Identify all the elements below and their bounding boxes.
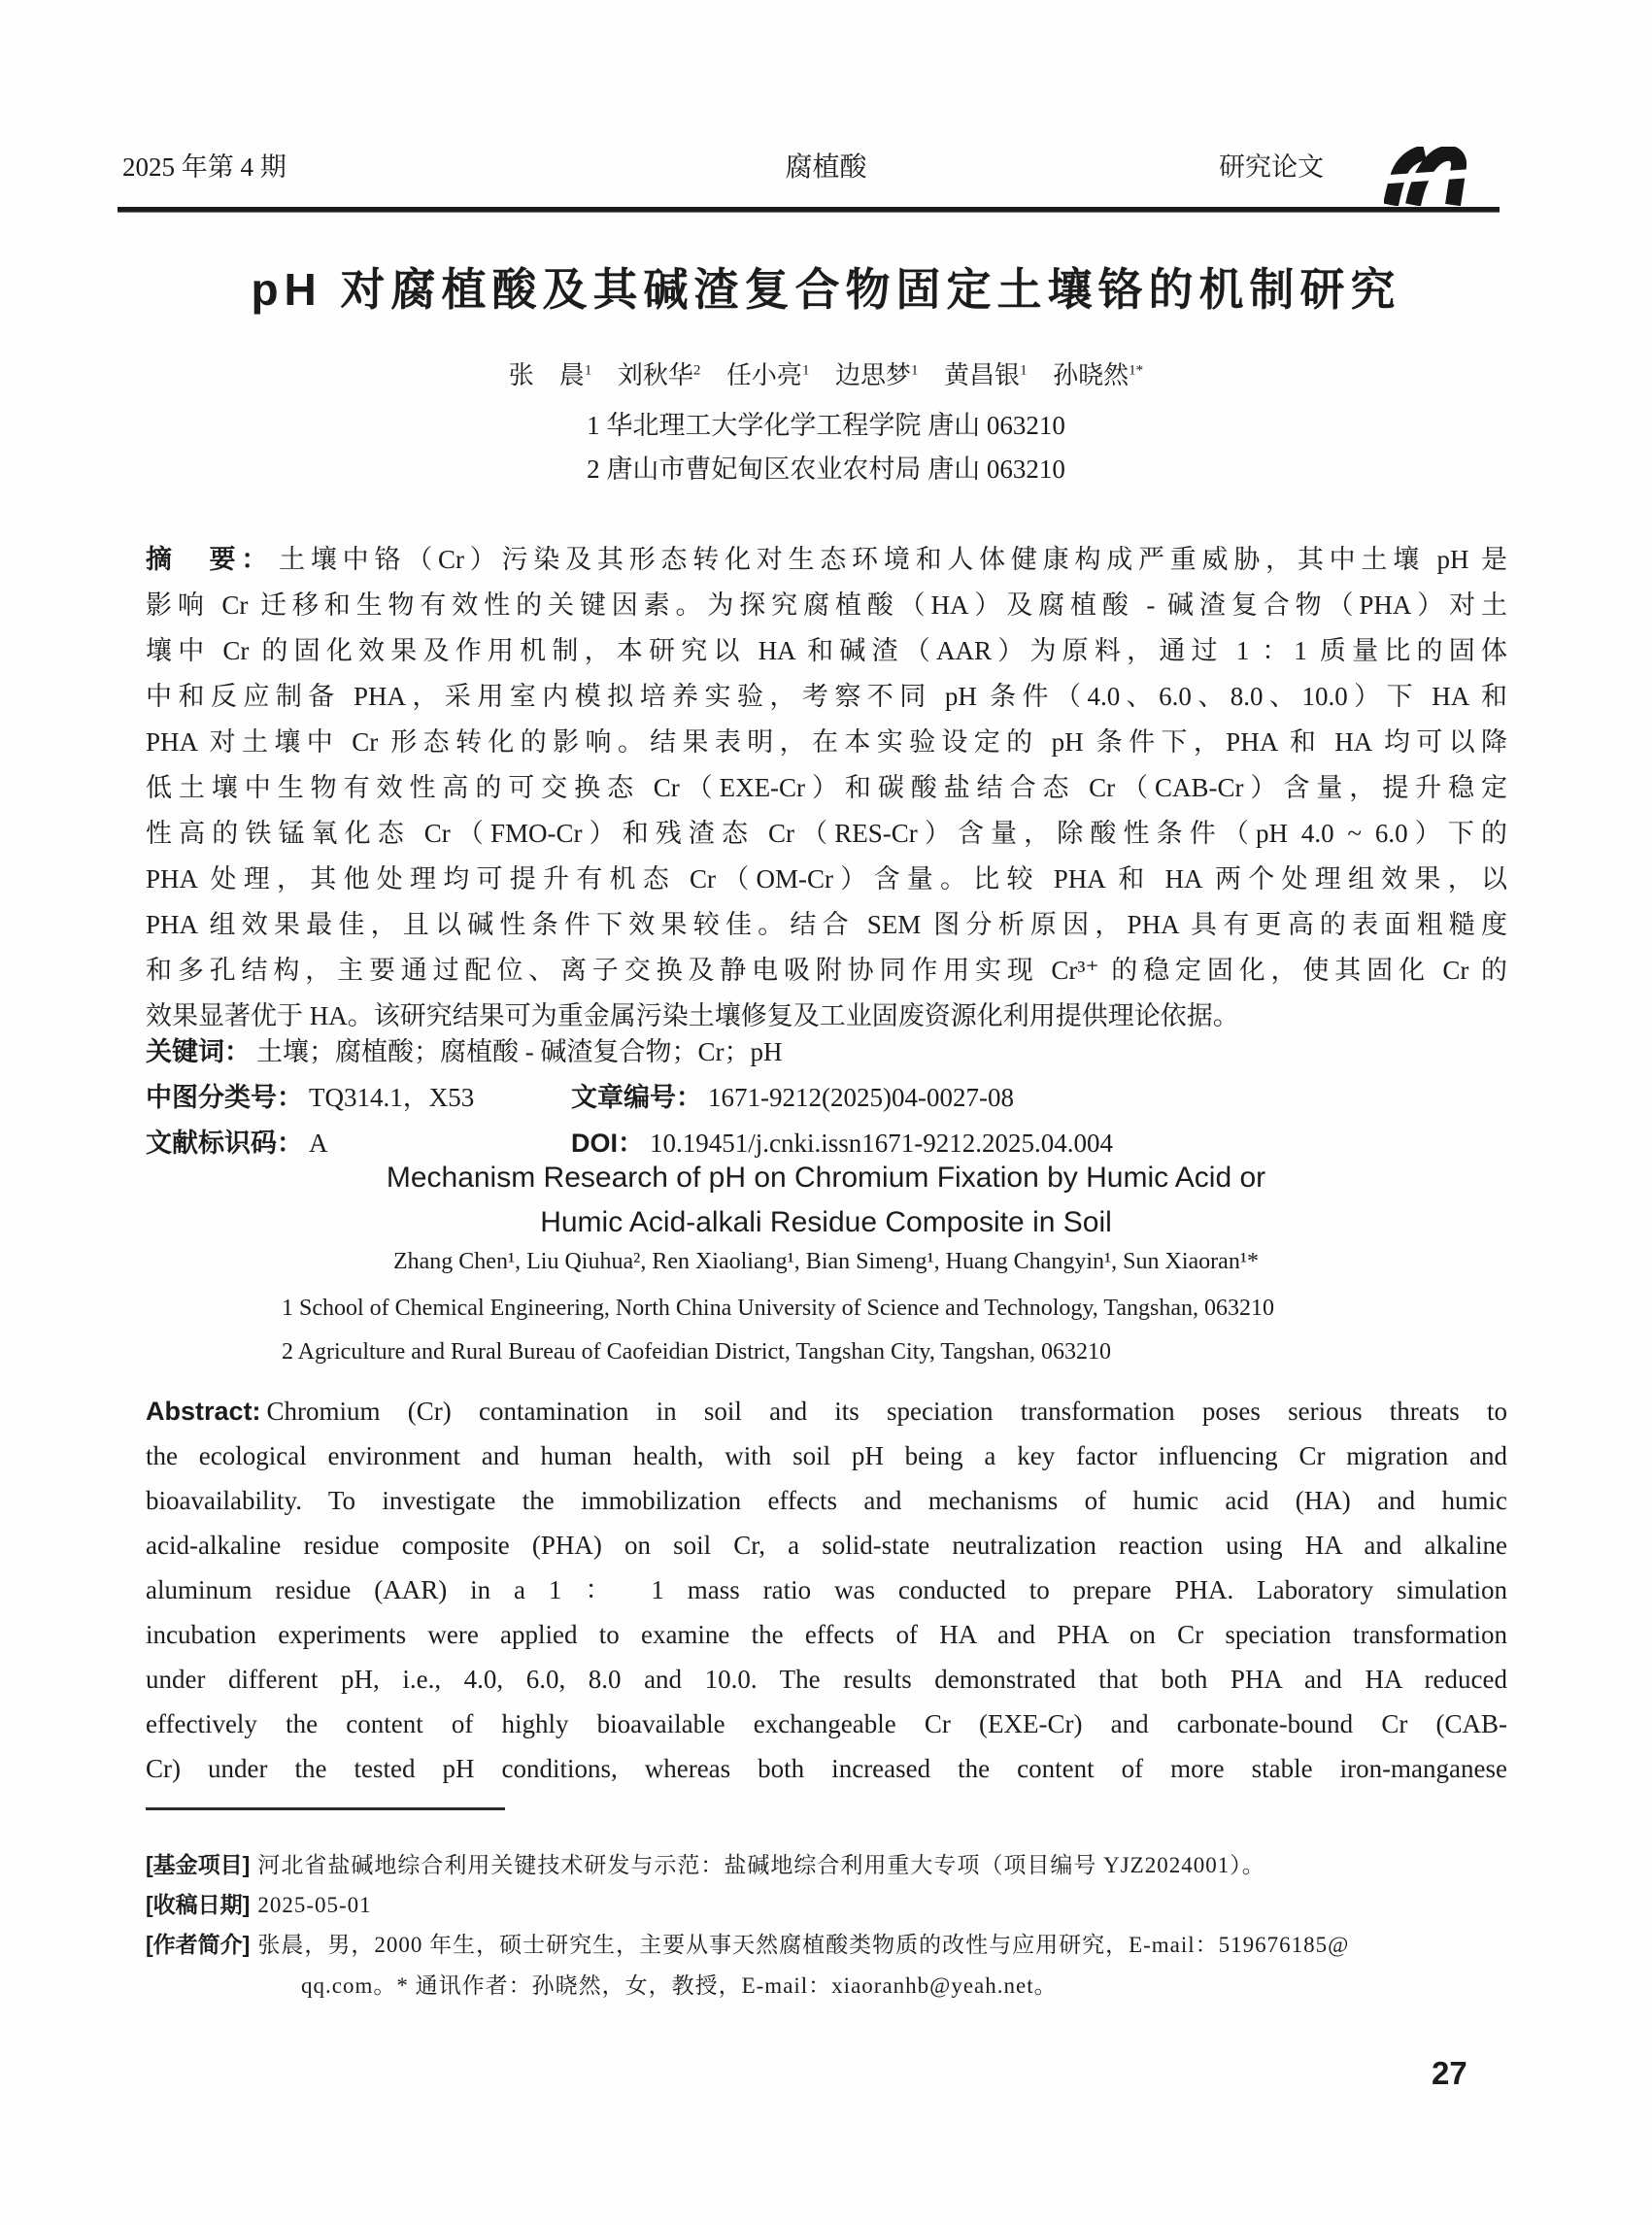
author-zh: 孙晓然$^{1*}$ (1053, 361, 1144, 389)
author-sup: 2 (692, 362, 701, 379)
abstract-zh-line: PHA 处理，其他处理均可提升有机态 Cr（OM-Cr）含量。比较 PHA 和 HA 两个处理组效果，以 (146, 864, 1507, 893)
abstract-zh-line: 效果显著优于 HA。该研究结果可为重金属污染土壤修复及工业固废资源化利用提供理论依据。 (146, 1001, 1239, 1030)
author-sup: 1 (911, 362, 919, 379)
abstract-zh-line: 低土壤中生物有效性高的可交换态 Cr（EXE-Cr）和碳酸盐结合态 Cr（CAB-Cr）含量，提升稳定 (146, 773, 1507, 802)
footnote-fund: [基金项目] 河北省盐碱地综合利用关键技术研发与示范：盐碱地综合利用重大专项（项目编号 YJZ2024001）。 (146, 1852, 1265, 1877)
footnote-separator (146, 1807, 505, 1810)
footnote-received-date: [收稿日期] 2025-05-01 (146, 1892, 372, 1917)
doc-code-label: 文献标识码： (146, 1129, 303, 1158)
clc-value: TQ314.1，X53 (309, 1083, 475, 1112)
footnote-author-bio-continued: qq.com。* 通讯作者：孙晓然，女，教授，E-mail：xiaoranhb@yeah.net。 (301, 1973, 1058, 1998)
keywords-line (146, 1029, 1507, 1075)
paper-title-en-line-2: Humic Acid-alkali Residue Composite in Soil (540, 1206, 1112, 1238)
abstract-zh-label: 摘 要： (146, 545, 274, 574)
page-number: 27 (1432, 2055, 1467, 2091)
abstract-en-line: the ecological environment and human health, with soil pH being a key factor influencing Cr migration and (146, 1441, 1507, 1470)
abstract-zh-line: 中和反应制备 PHA，采用室内模拟培养实验，考察不同 pH 条件（4.0、6.0、8.0、10.0）下 HA 和 (146, 682, 1507, 711)
footnote-author-bio: [作者简介] 张晨，男，2000 年生，硕士研究生，主要从事天然腐植酸类物质的改性与应用研究，E-mail：519676185@ (146, 1932, 1350, 1957)
author-zh: 黄昌银$^1$ (944, 361, 1028, 389)
abstract-en-line: under different pH, i.e., 4.0, 6.0, 8.0 and 10.0. The results demonstrated that both PHA and HA reduced (146, 1665, 1507, 1694)
abstract-en-line: bioavailability. To investigate the immobilization effects and mechanisms of humic acid (HA) and humic (146, 1486, 1507, 1515)
footnote-author-label: [作者简介] (146, 1932, 251, 1957)
paper-title-zh: pH 对腐植酸及其碱渣复合物固定土壤铬的机制研究 (251, 264, 1401, 315)
author-sup: 1* (1129, 362, 1144, 379)
affiliation-en-2: 2 Agriculture and Rural Bureau of Caofeidian District, Tangshan City, Tangshan, 063210 (282, 1339, 1112, 1365)
doi-label: DOI： (571, 1129, 645, 1158)
abstract-zh-line: 性高的铁锰氧化态 Cr（FMO-Cr）和残渣态 Cr（RES-Cr）含量，除酸性条件（pH 4.0 ~ 6.0）下的 (146, 819, 1507, 848)
header-rule (118, 207, 1500, 213)
author-sup: 1 (1020, 362, 1028, 379)
abstract-en-label: Abstract: (146, 1397, 261, 1426)
abstract-zh-line: PHA 对土壤中 Cr 形态转化的影响。结果表明，在本实验设定的 pH 条件下，PHA 和 HA 均可以降 (146, 727, 1507, 757)
author-zh: 边思梦$^1$ (834, 361, 919, 389)
header-journal-name: 腐植酸 (785, 152, 867, 182)
author-zh: 刘秋华$^2$ (617, 361, 701, 389)
paper-title-en-line-1: Mechanism Research of pH on Chromium Fixation by Humic Acid or (386, 1162, 1266, 1194)
clc-label: 中图分类号： (146, 1083, 303, 1112)
authors-zh (0, 355, 1652, 391)
clc-line (146, 1075, 1507, 1121)
doc-code-line (146, 1121, 1507, 1166)
doi (571, 1121, 1113, 1166)
author-zh: 任小亮$^1$ (725, 361, 810, 389)
abstract-zh-line: 和多孔结构，主要通过配位、离子交换及静电吸附协同作用实现 Cr³⁺ 的稳定固化，使其固化 Cr 的 (146, 956, 1507, 985)
keywords-text: 土壤；腐植酸；腐植酸 - 碱渣复合物；Cr；pH (256, 1037, 783, 1066)
abstract-zh-line: 摘 要： 土壤中铬（Cr）污染及其形态转化对生态环境和人体健康构成严重威胁，其中土壤 pH 是 (146, 545, 1507, 574)
authors-en: Zhang Chen¹, Liu Qiuhua², Ren Xiaoliang¹, Bian Simeng¹, Huang Changyin¹, Sun Xiaoran¹* (392, 1249, 1260, 1274)
author-sup: 1 (584, 362, 592, 379)
abstract-en-line: effectively the content of highly bioavailable exchangeable Cr (EXE-Cr) and carbonate-bound Cr (CAB- (146, 1709, 1507, 1738)
article-id (571, 1075, 1014, 1121)
abstract-zh-line: 壤中 Cr 的固化效果及作用机制，本研究以 HA 和碱渣（AAR）为原料，通过 1 ：1 质量比的固体 (146, 636, 1507, 665)
affiliation-en-1: 1 School of Chemical Engineering, North China University of Science and Technology, Tangshan, 063210 (282, 1296, 1274, 1321)
footnote-received-label: [收稿日期] (146, 1892, 251, 1917)
doi-value: 10.19451/j.cnki.issn1671-9212.2025.04.004 (650, 1129, 1114, 1158)
keywords-label: 关键词： (146, 1037, 251, 1066)
abstract-en-line: Cr) under the tested pH conditions, whereas both increased the content of more stable iron-manganese (146, 1754, 1507, 1783)
journal-logo-icon (1384, 147, 1477, 206)
abstract-en-line: aluminum residue (AAR) in a 1 ： 1 mass ratio was conducted to prepare PHA. Laboratory simulation (146, 1575, 1507, 1604)
author-sup: 1 (801, 362, 810, 379)
abstract-en-line: incubation experiments were applied to examine the effects of HA and PHA on Cr speciation transformation (146, 1620, 1507, 1649)
footnote-fund-label: [基金项目] (146, 1852, 251, 1877)
abstract-zh (146, 537, 1507, 1039)
header-section-label: 研究论文 (1219, 152, 1324, 182)
doc-code-value: A (309, 1129, 328, 1158)
author-zh: 张 晨$^1$ (508, 361, 592, 389)
affiliation-zh-1: 1 华北理工大学化学工程学院 唐山 063210 (587, 411, 1065, 440)
header-issue: 2025 年第 4 期 (122, 152, 287, 182)
abstract-en-line: acid-alkaline residue composite (PHA) on soil Cr, a solid-state neutralization reaction using HA and alkaline (146, 1531, 1507, 1560)
article-id-label: 文章编号： (571, 1083, 702, 1112)
article-id-value: 1671-9212(2025)04-0027-08 (708, 1083, 1014, 1112)
abstract-en (146, 1389, 1507, 1791)
abstract-en-line: Abstract: Chromium (Cr) contamination in soil and its speciation transformation poses serious threats to (146, 1397, 1507, 1426)
abstract-zh-line: PHA 组效果最佳，且以碱性条件下效果较佳。结合 SEM 图分析原因，PHA 具有更高的表面粗糙度 (146, 910, 1507, 939)
affiliation-zh-2: 2 唐山市曹妃甸区农业农村局 唐山 063210 (587, 455, 1065, 484)
abstract-zh-line: 影响 Cr 迁移和生物有效性的关键因素。为探究腐植酸（HA）及腐植酸 - 碱渣复合物（PHA）对土 (146, 590, 1507, 620)
